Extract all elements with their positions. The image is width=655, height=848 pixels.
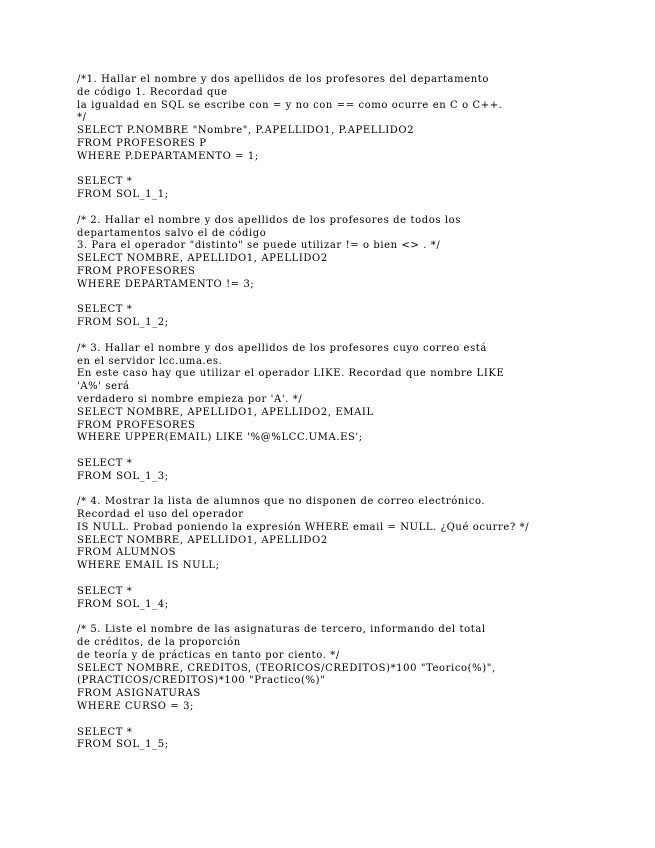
blank-line: [77, 292, 617, 305]
code-line: /* 2. Hallar el nombre y dos apellidos de los profesores de todos los: [77, 214, 461, 226]
code-line: de créditos, de la proporción: [77, 637, 241, 649]
code-line: 3. Para el operador "distinto" se puede utilizar != o bien <> . */: [77, 240, 441, 252]
code-line: SELECT *: [77, 726, 133, 738]
blank-line: [77, 484, 617, 497]
code-line: (PRACTICOS/CREDITOS)*100 "Practico(%)": [77, 675, 326, 687]
code-line: SELECT *: [77, 176, 133, 188]
code-line: FROM ASIGNATURAS: [77, 688, 201, 700]
code-line: SELECT P.NOMBRE "Nombre", P.APELLIDO1, P.APELLIDO2: [77, 125, 415, 137]
code-line: FROM PROFESORES: [77, 419, 196, 431]
code-line: de teoría y de prácticas en tanto por ciento. */: [77, 649, 340, 661]
code-line: FROM SOL_1_2;: [77, 317, 169, 329]
blank-line: [77, 611, 617, 624]
code-line: FROM PROFESORES: [77, 265, 196, 277]
code-line: SELECT NOMBRE, APELLIDO1, APELLIDO2, EMAIL: [77, 406, 374, 418]
blank-line: [77, 573, 617, 586]
code-line: FROM ALUMNOS: [77, 547, 177, 559]
code-line: SELECT NOMBRE, APELLIDO1, APELLIDO2: [77, 253, 328, 265]
code-line: de código 1. Recordad que: [77, 86, 228, 98]
code-line: departamentos salvo el de código: [77, 227, 267, 239]
blank-line: [77, 714, 617, 727]
code-line: SELECT *: [77, 457, 133, 469]
blank-line: [77, 202, 617, 215]
blank-line: [77, 164, 617, 177]
code-line: SELECT NOMBRE, APELLIDO1, APELLIDO2: [77, 534, 328, 546]
code-line: WHERE P.DEPARTAMENTO = 1;: [77, 150, 259, 162]
code-line: SELECT *: [77, 304, 133, 316]
code-line: Recordad el uso del operador: [77, 509, 244, 521]
code-line: en el servidor lcc.uma.es.: [77, 355, 223, 367]
code-line: la igualdad en SQL se escribe con = y no con == como ocurre en C o C++.: [77, 99, 503, 111]
code-line: 'A%' será: [77, 381, 130, 393]
code-line: FROM SOL_1_5;: [77, 739, 169, 751]
code-line: WHERE UPPER(EMAIL) LIKE '%@%LCC.UMA.ES';: [77, 432, 363, 444]
code-line: FROM SOL_1_4;: [77, 598, 169, 610]
code-line: SELECT NOMBRE, CREDITOS, (TEORICOS/CREDITOS)*100 "Teorico(%)",: [77, 662, 496, 674]
code-line: FROM SOL_1_3;: [77, 470, 169, 482]
code-line: verdadero si nombre empieza por 'A'. */: [77, 393, 303, 405]
code-line: IS NULL. Probad poniendo la expresión WHERE email = NULL. ¿Qué ocurre? */: [77, 521, 530, 533]
code-line: WHERE DEPARTAMENTO != 3;: [77, 278, 255, 290]
code-line: FROM SOL_1_1;: [77, 189, 169, 201]
code-line: En este caso hay que utilizar el operador LIKE. Recordad que nombre LIKE: [77, 368, 505, 380]
sql-code-block: [77, 74, 617, 752]
code-line: /* 3. Hallar el nombre y dos apellidos de los profesores cuyo correo está: [77, 342, 487, 354]
code-line: /* 4. Mostrar la lista de alumnos que no disponen de correo electrónico.: [77, 496, 486, 508]
code-line: SELECT *: [77, 585, 133, 597]
code-line: WHERE EMAIL IS NULL;: [77, 560, 220, 572]
code-line: FROM PROFESORES P: [77, 137, 207, 149]
code-line: */: [77, 112, 87, 124]
code-line: /* 5. Liste el nombre de las asignaturas de tercero, informando del total: [77, 624, 486, 636]
blank-line: [77, 330, 617, 343]
code-line: WHERE CURSO = 3;: [77, 701, 195, 713]
blank-line: [77, 445, 617, 458]
code-line: /*1. Hallar el nombre y dos apellidos de los profesores del departamento: [77, 74, 490, 85]
